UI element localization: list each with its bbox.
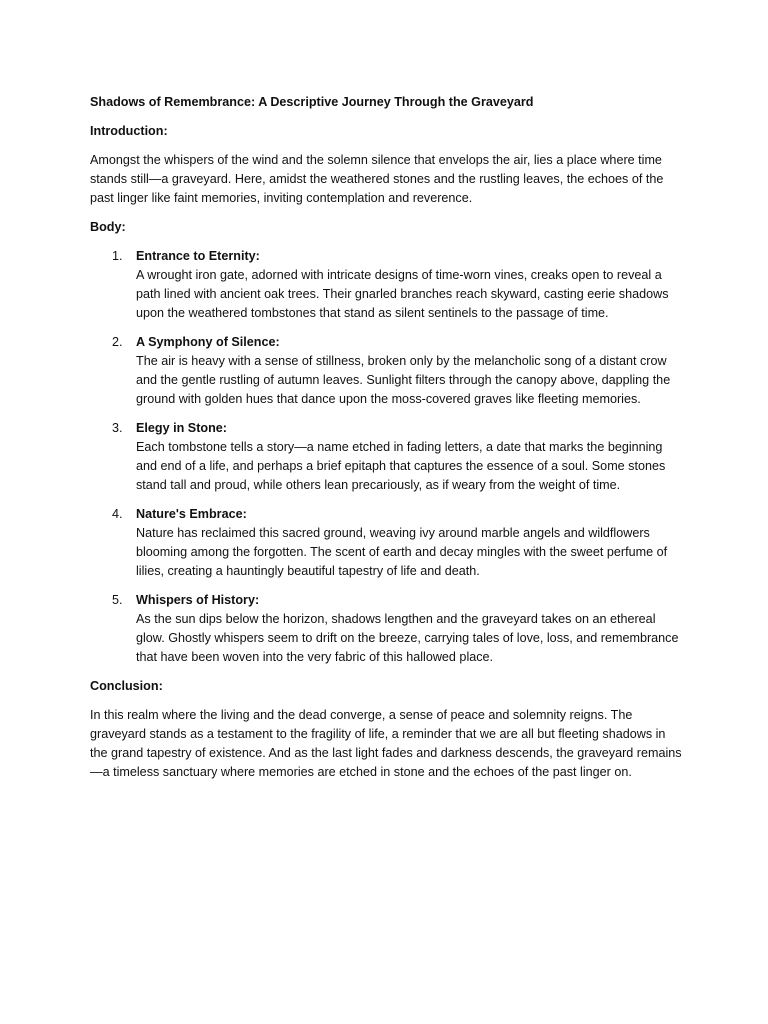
list-item-text: Each tombstone tells a story—a name etched in fading letters, a date that marks the beginning and end of a life, and perhaps a brief epitaph that captures the essence of a soul. Some stones stand tall and proud, while others lean precariously, as if weary from the weight of time.: [136, 440, 666, 492]
list-item-number: 2.: [112, 335, 123, 349]
list-item-number: 1.: [112, 249, 123, 263]
list-item-number: 4.: [112, 507, 123, 521]
list-item-title: Whispers of History:: [136, 593, 260, 607]
list-item: [90, 419, 682, 495]
list-item-text: As the sun dips below the horizon, shadows lengthen and the graveyard takes on an ethereal glow. Ghostly whispers seem to drift on the breeze, carrying tales of love, loss, and remembrance that have been woven into the very fabric of this hallowed place.: [136, 612, 679, 664]
conclusion-heading: Conclusion:: [90, 679, 163, 693]
list-item-text: The air is heavy with a sense of stillness, broken only by the melancholic song of a distant crow and the gentle rustling of autumn leaves. Sunlight filters through the canopy above, dappling the ground with golden hues that dance upon the moss-covered graves like fleeting memories.: [136, 354, 671, 406]
body-heading: Body:: [90, 220, 126, 234]
introduction-paragraph: Amongst the whispers of the wind and the solemn silence that envelops the air, lies a place where time stands still—a graveyard. Here, amidst the weathered stones and the rustling leaves, the echoes of the past linger like faint memories, inviting contemplation and reverence.: [90, 153, 664, 205]
document-title: Shadows of Remembrance: A Descriptive Journey Through the Graveyard: [90, 95, 534, 109]
introduction-heading: Introduction:: [90, 124, 168, 138]
document-page: [90, 93, 682, 792]
body-list: [90, 247, 682, 667]
list-item-number: 5.: [112, 593, 123, 607]
list-item-title: Nature's Embrace:: [136, 507, 247, 521]
list-item: [90, 591, 682, 667]
list-item-text: A wrought iron gate, adorned with intricate designs of time-worn vines, creaks open to reveal a path lined with ancient oak trees. Their gnarled branches reach skyward, casting eerie shadows upon the weathered tombstones that stand as silent sentinels to the passage of time.: [136, 268, 669, 320]
list-item-text: Nature has reclaimed this sacred ground, weaving ivy around marble angels and wildflowers blooming among the forgotten. The scent of earth and decay mingles with the sweet perfume of lilies, creating a hauntingly beautiful tapestry of life and death.: [136, 526, 668, 578]
list-item: [90, 247, 682, 323]
conclusion-paragraph: In this realm where the living and the dead converge, a sense of peace and solemnity reigns. The graveyard stands as a testament to the fragility of life, a reminder that we are all but fleeting shadows in the grand tapestry of existence. And as the last light fades and darkness descends, the graveyard remains—a timeless sanctuary where memories are etched in stone and the echoes of the past linger on.: [90, 708, 682, 779]
list-item-title: A Symphony of Silence:: [136, 335, 280, 349]
list-item-title: Elegy in Stone:: [136, 421, 227, 435]
list-item: [90, 505, 682, 581]
list-item: [90, 333, 682, 409]
list-item-title: Entrance to Eternity:: [136, 249, 260, 263]
list-item-number: 3.: [112, 421, 123, 435]
